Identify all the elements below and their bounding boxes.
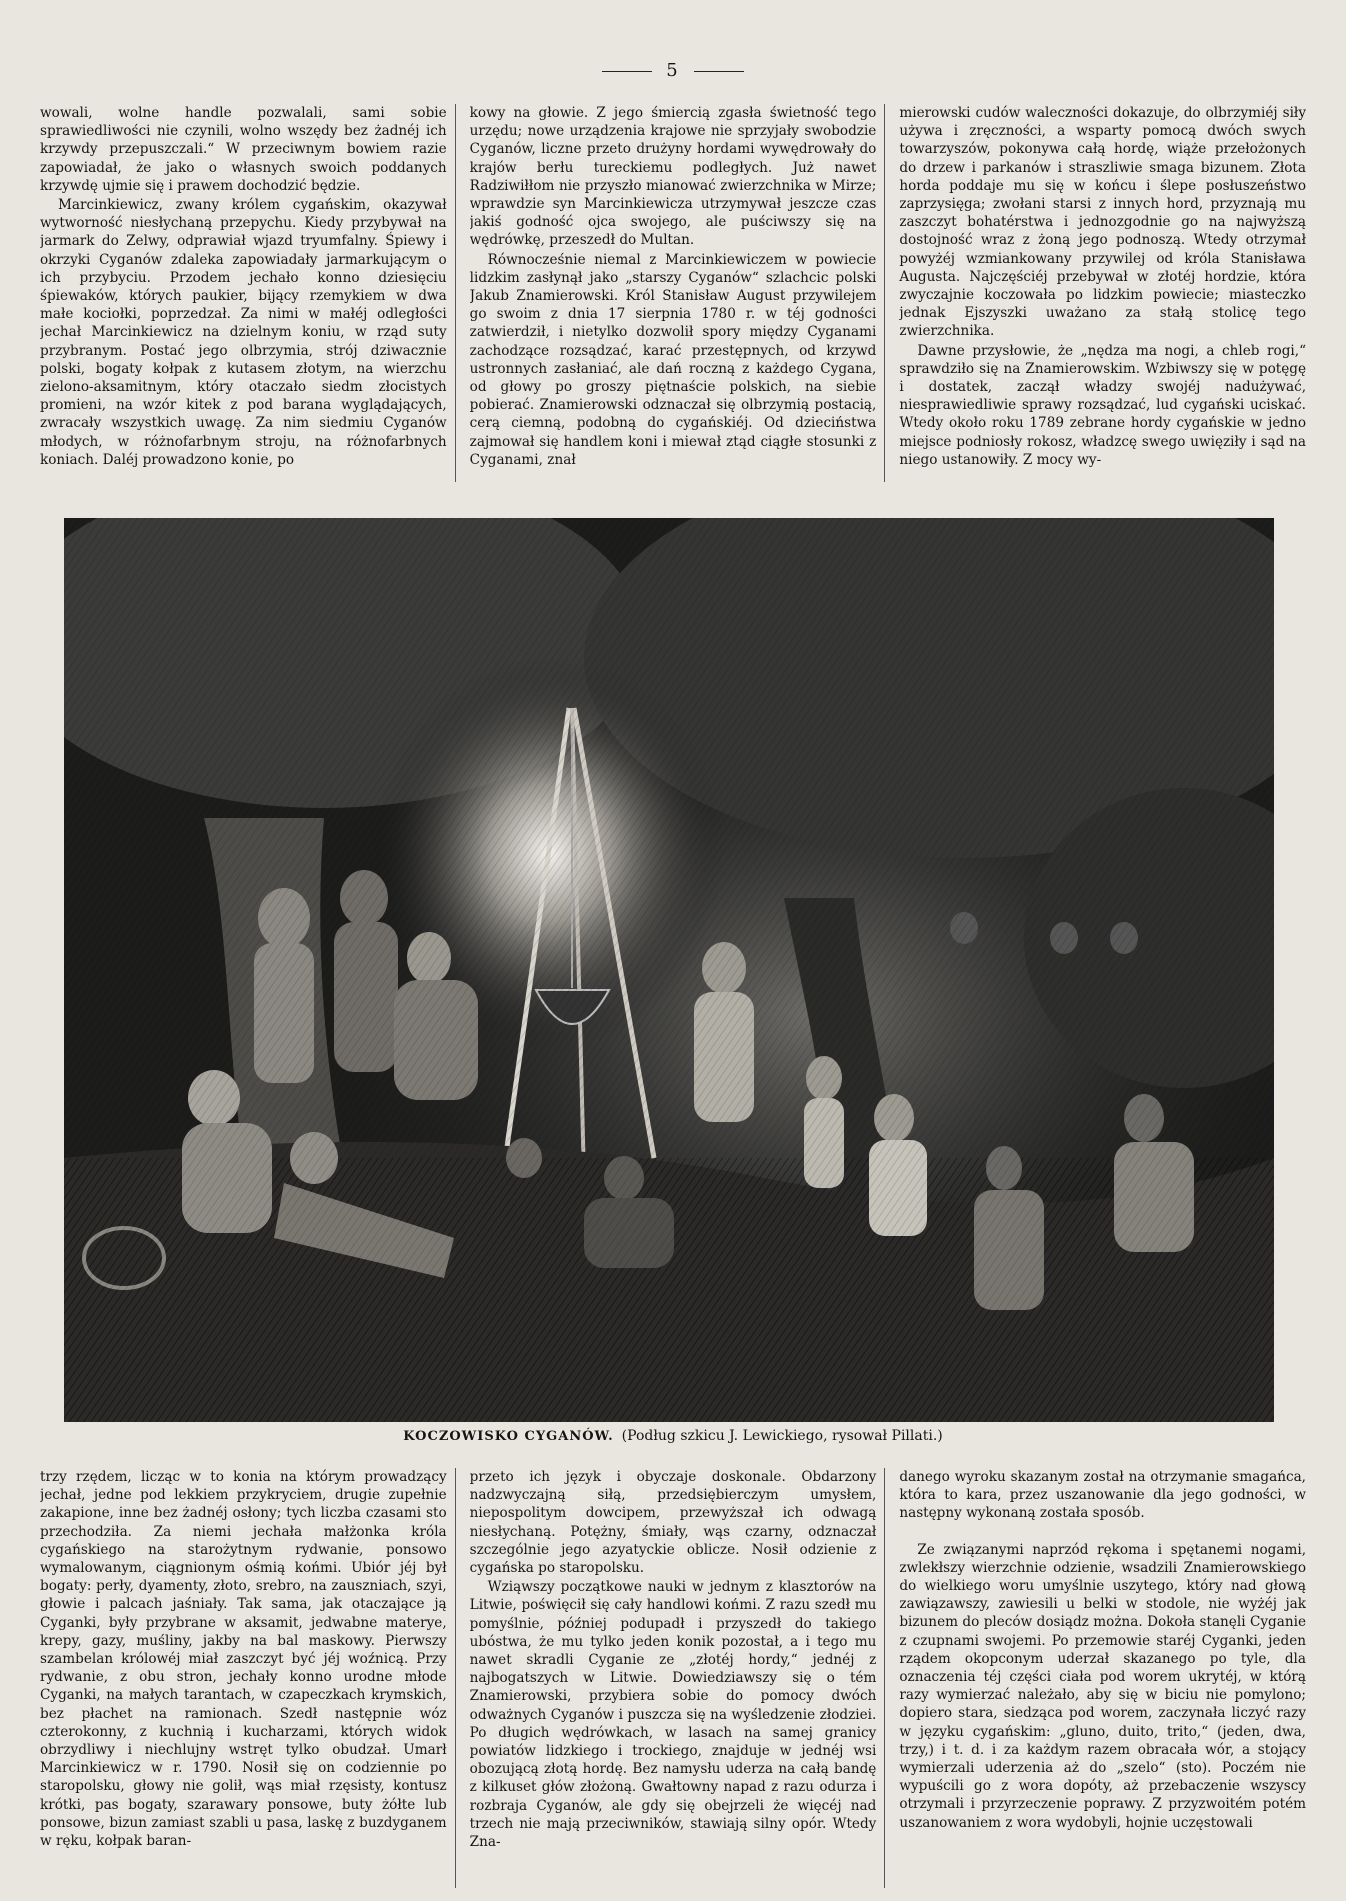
page-number <box>0 60 1346 81</box>
bottom-text-columns <box>40 1468 1306 1888</box>
paragraph: kowy na głowie. Z jego śmiercią zgasła świetność tego urzędu; nowe urządzenia krajowe nie sprzyjały swobodzie Cyganów, liczne przeto drużyny hordami wywędrowały do krajów berłu tureckiemu podległych. Już nawet Radziwiłłom nie przyszło mianować zwierzchnika w Mirze; wprawdzie syn Marcinkiewicza utrzymywał jeszcze czas jakiś godność ojca swojego, ale puściwszy się na wędrówkę, przeszedł do Multan. <box>469 105 877 249</box>
paragraph: Ze związanymi naprzód rękoma i spętanemi nogami, zwlekłszy wierzchnie odzienie, wsadzili Znamierowskiego do wielkiego woru umyślnie uszytego, który nad głową zawiązawszy, zawiesili u belki w stodole, nie wyżéj jak bizunem do pleców dosiądz można. Dokoła stanęli Cyganie z czupnami swojemi. Po przemowie staréj Cyganki, jeden rządem okopconym uderzał skazanego po tyle, dla oznaczenia téj części ciała pod worem ukrytéj, w którą razy wymierzać należało, aby się w biciu nie pomylono; dopiero stara, siedząca pod worem, zaczynała liczyć razy w języku cygańskim: „gluno, duito, trito,“ (jeden, dwa, trzy,) i t. d. i za każdym razem obracała wór, a stojący wymierzali uderzenia aż do „szelo“ (sto). Poczém nie wypuścili go z wora dopóty, aż przebaczenie wszyscy otrzymali i przyrzeczenie poprawy. Z przyzwoitém potém uszanowaniem z wora wydobyli, hojnie uczęstowali <box>899 1541 1307 1831</box>
paragraph: wowali, wolne handle pozwalali, sami sobie sprawiedliwości nie czynili, wolno wszędy bez żadnéj ich krzywdy przepuszczali.“ W przeciwnym bowiem razie zapowiadał, że jako o własnych swoich poddanych krzywdę ujmie się i prawem dochodzić będzie. <box>40 105 447 194</box>
illustration-caption <box>0 1428 1346 1444</box>
paragraph: mierowski cudów waleczności dokazuje, do olbrzymiéj siły używa i zręczności, a wsparty pomocą dwóch swych towarzyszów, pokonywa całą hordę, wiąże przełożonych do drzew i parkanów i straszliwie smaga bizunem. Złota horda poddaje mu się w końcu i ślepe posłuszeństwo zaprzysięga; zwołani starsi z innych hord, przyznają mu zaszczyt bohatérstwa i jednozgodnie go na najwyższą dostojność wraz z żoną jego podnoszą. Wtedy otrzymał powyżéj wzmiankowany przywilej od króla Stanisława Augusta. Najczęściéj przebywał w złotéj hordzie, która zwyczajnie koczowała po lidzkim powiecie; miasteczko jednak Ejszyszki uważano za stałą stolicę tego zwierzchnika. <box>899 105 1307 340</box>
caption-credit: (Podług szkicu J. Lewickiego, rysował Pillati.) <box>621 1428 943 1444</box>
page-number-text: 5 <box>666 60 680 81</box>
top-text-columns <box>40 104 1306 482</box>
paragraph: Równocześnie niemal z Marcinkiewiczem w powiecie lidzkim zasłynął jako „starszy Cyganów“ szlachcic polski Jakub Znamierowski. Król Stanisław August przywilejem go swoim z dnia 17 sierpnia 1780 r. w téj godności zatwierdził, i nietylko dozwolił spory między Cyganami zachodzące rozsądzać, karać przestępnych, od krzywd ustronnych zasłaniać, ale dań roczną z każdego Cygana, od głowy po groszy piętnaście polskich, na siebie pobierać. Znamierowski odznaczał się olbrzymią postacią, cerą ciemną, podobną do cygańskiéj. Od dzieciństwa zajmował się handlem koni i miewał ztąd ciągłe stosunki z Cyganami, znał <box>469 251 877 468</box>
paragraph: przeto ich język i obyczaje doskonale. Obdarzony nadzwyczajną siłą, przedsiębierczym umysłem, niepospolitym dowcipem, przewyższał ich odwagą niesłychaną. Potężny, śmiały, wąs czarny, odznaczał szczególnie jego azyatyckie oblicze. Nosił odzienie z cygańska po staropolsku. <box>469 1469 877 1577</box>
paragraph: danego wyroku skazanym został na otrzymanie smagańca, która to kara, przez uszanowanie dla jego godności, w następny wykonaną została sposób. <box>899 1469 1307 1522</box>
paragraph: trzy rzędem, licząc w to konia na którym prowadzący jechał, jedne pod lekkiem przykryciem, drugie zupełnie zakapione, inne bez żadnéj osłony; tych liczba czasami sto przechodziła. Za niemi jechała małżonka króla cygańskiego na starożytnym rydwanie, ponsowo wymalowanym, ciągnionym ośmią końmi. Ubiór jéj był bogaty: perły, dyamenty, złoto, srebro, na zauszniach, szyi, głowie i palcach jaśniały. Tak sama, jak otaczające ją Cyganki, były przybrane w aksamit, jedwabne materye, krepy, gazy, muśliny, jakby na bal maskowy. Pierwszy szambelan królowéj miał zaszczyt być jéj woźnicą. Przy rydwanie, z obu stron, jechały konno urodne młode Cyganki, na małych tarantach, w czapeczkach krymskich, bez płachet na ramionach. Szedł następnie wóz czterokonny, z kuchnią i kucharzami, których widok obrzydliwy i niechlujny wstręt tylko obudzał. Umarł Marcinkiewicz w r. 1790. Nosił się on codziennie po staropolsku, głowy nie golił, wąs miał rzęsisty, kontusz krótki, pas bogaty, szarawary ponsowe, buty żółte lub ponsowe, bizun zamiast szabli u pasa, laskę z buzdyganem w ręku, kołpak baran- <box>40 1469 447 1850</box>
bottom-column-1 <box>40 1468 456 1888</box>
top-column-3 <box>899 104 1306 482</box>
engraving-image <box>64 518 1274 1422</box>
caption-title: KOCZOWISKO CYGANÓW. <box>403 1429 614 1444</box>
paragraph: Marcinkiewicz, zwany królem cygańskim, okazywał wytworność niesłychaną przepychu. Kiedy przybywał na jarmark do Zelwy, odprawiał wjazd tryumfalny. Śpiewy i okrzyki Cyganów zdaleka zapowiadały jarmarkującym o ich przybyciu. Przodem jechało konno dziesięciu śpiewaków, których paukier, bijący rzemykiem w dwa małe kociołki, poprzedzał. Za nimi w małéj odległości jechał Marcinkiewicz na dzielnym koniu, w rząd suty przybranym. Postać jego olbrzymia, strój dziwacznie polski, bogaty kołpak z kutasem złotym, na wierzchu zielono-aksamitnym, który otaczało siedm złocistych promieni, na wzór kitek z pod barana wyglądających, zwracały wszystkich uwagę. Za nim siedmiu Cyganów młodych, w różnofarbnym stroju, na różnofarbnych koniach. Daléj prowadzono konie, po <box>40 197 447 468</box>
page-number-rule-left <box>602 71 652 72</box>
bottom-column-3 <box>899 1468 1306 1888</box>
paragraph: Dawne przysłowie, że „nędza ma nogi, a chleb rogi,“ sprawdziło się na Znamierowskim. Wzbiwszy się w potęgę i dostatek, zaczął władzy swojéj nadużywać, niesprawiedliwie sprawy rozsądzać, lud cygański uciskać. Wtedy około roku 1789 zebrane hordy cygańskie w jedno miejsce podniosły rokosz, władzcę swego uwięziły i sąd na niego ustanowiły. Z mocy wy- <box>899 342 1307 468</box>
bottom-column-2 <box>470 1468 886 1888</box>
top-column-1 <box>40 104 456 482</box>
paragraph: Wziąwszy początkowe nauki w jednym z klasztorów na Litwie, poświęcił się cały handlowi końmi. Z razu szedł mu pomyślnie, później podupadł i przyszedł do takiego ubóstwa, że mu tylko jeden konik pozostał, a i tego mu nawet skradli Cyganie ze „złotéj hordy,“ jednéj z najbogatszych w Litwie. Dowiedziawszy się o tém Znamierowski, przybiera sobie do pomocy dwóch odważnych Cyganów i puszcza się na wyśledzenie złodziei. Po długich wędrówkach, w lasach na samej granicy powiatów lidzkiego i trockiego, znajduje w jednéj wsi obozującą złotą hordę. Bez namysłu uderza na całą bandę z kilkuset głów złożoną. Gwałtowny napad z razu odurza i rozbraja Cyganów, ale gdy się obejrzeli że więcéj nad trzech nie mają przeciwników, stawiają silny opór. Wtedy Zna- <box>469 1579 877 1851</box>
page-number-rule-right <box>694 71 744 72</box>
engraving-gypsy-camp <box>64 518 1274 1422</box>
top-column-2 <box>470 104 886 482</box>
